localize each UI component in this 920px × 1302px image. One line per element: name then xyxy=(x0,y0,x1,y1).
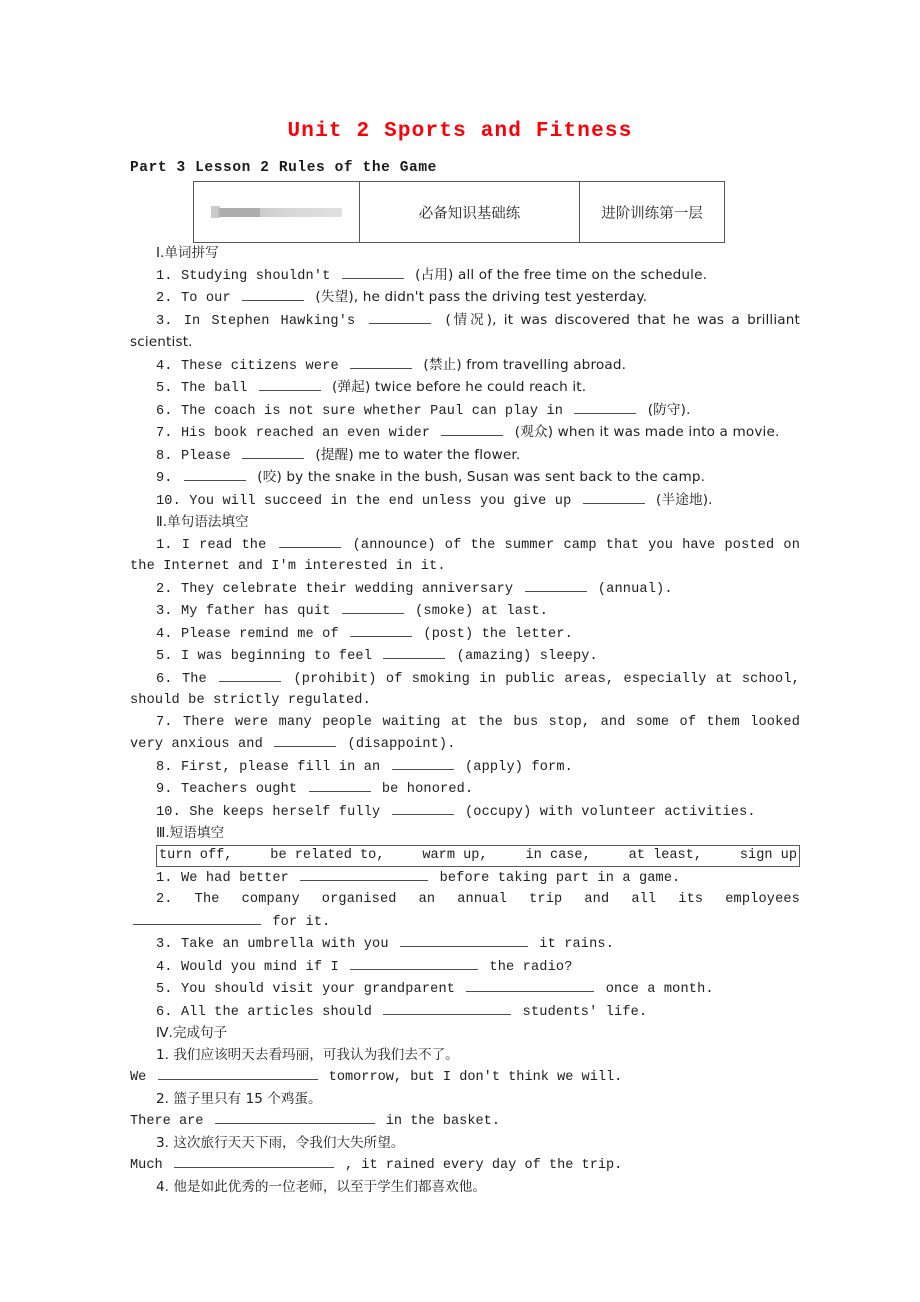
item-number: 3. xyxy=(156,937,173,952)
answer-blank[interactable] xyxy=(242,445,304,459)
exercise-item xyxy=(130,623,800,646)
answer-blank[interactable] xyxy=(259,377,321,391)
item-text-before: Would you mind if I xyxy=(180,959,339,975)
item-number: 10. xyxy=(156,493,181,509)
item-text-before: Teachers ought xyxy=(180,782,298,797)
word-bank-item: in case, xyxy=(525,847,591,863)
exercise-item xyxy=(130,265,800,288)
answer-blank[interactable] xyxy=(242,287,304,301)
item-text-after: (post) the letter. xyxy=(423,626,573,642)
section-heading-3: Ⅲ.短语填空 xyxy=(156,825,225,841)
exercise-item xyxy=(130,1001,800,1024)
item-text-after: (失望), he didn't pass the driving test yesterday. xyxy=(315,289,648,305)
item-number: 1. xyxy=(156,268,173,284)
translation-prompt xyxy=(130,1177,800,1199)
item-number: 2. xyxy=(156,581,173,597)
item-number: 5. xyxy=(156,649,173,664)
item-text-after: (咬) by the snake in the bush, Susan was sent back to the camp. xyxy=(257,469,706,485)
item-text-after: once a month. xyxy=(605,982,714,997)
item-number: 9. xyxy=(156,471,173,486)
item-text-after: (占用) all of the free time on the schedule. xyxy=(415,266,708,283)
item-number: 6. xyxy=(156,671,173,687)
section-heading-4: Ⅳ.完成句子 xyxy=(156,1025,228,1041)
exercise-item xyxy=(130,645,800,668)
answer-blank[interactable] xyxy=(400,933,528,947)
item-number: 4. xyxy=(156,1178,169,1195)
exercise-item xyxy=(130,712,800,756)
exercise-item xyxy=(130,956,800,979)
answer-blank[interactable] xyxy=(219,668,281,682)
part-lesson-subtitle: Part 3 Lesson 2 Rules of the Game xyxy=(130,160,437,176)
answer-blank[interactable] xyxy=(158,1066,318,1080)
item-text-before: You will succeed in the end unless you give up xyxy=(189,493,572,509)
answer-blank[interactable] xyxy=(383,645,445,659)
item-number: 4. xyxy=(156,358,173,374)
answer-blank[interactable] xyxy=(383,1001,511,1015)
exercise-item xyxy=(130,756,800,779)
item-text-after: (smoke) at last. xyxy=(415,604,549,619)
item-text-after: (amazing) sleepy. xyxy=(456,649,598,664)
item-text-after: in the basket. xyxy=(385,1114,500,1129)
item-text-before: Please remind me of xyxy=(180,626,339,642)
exercise-item xyxy=(130,467,800,490)
exercise-content xyxy=(130,243,800,1198)
exercise-item xyxy=(130,422,800,445)
item-number: 2. xyxy=(156,892,173,907)
item-text-before: Please xyxy=(180,448,231,464)
item-number: 4. xyxy=(156,626,173,642)
answer-blank[interactable] xyxy=(441,422,503,436)
item-text-before: In Stephen Hawking's xyxy=(183,313,356,329)
item-number: 2. xyxy=(156,291,173,306)
answer-blank[interactable] xyxy=(525,578,587,592)
item-text-before: I was beginning to feel xyxy=(180,649,373,664)
answer-blank[interactable] xyxy=(279,534,341,548)
exercise-item xyxy=(130,355,800,378)
exercise-item xyxy=(130,578,800,601)
item-number: 8. xyxy=(156,759,173,775)
answer-blank[interactable] xyxy=(369,310,431,324)
item-text-before: We xyxy=(130,1070,147,1085)
answer-blank[interactable] xyxy=(574,400,636,414)
item-text-after: students' life. xyxy=(522,1004,648,1020)
exercise-item xyxy=(130,310,800,355)
item-text-before: First, please fill in an xyxy=(180,759,381,775)
item-text-after: (apply) form. xyxy=(464,759,573,775)
item-text-after: (occupy) with volunteer activities. xyxy=(464,804,756,820)
translation-prompt xyxy=(130,1045,800,1067)
exercise-item xyxy=(130,600,800,623)
item-number: 3. xyxy=(156,604,173,619)
answer-blank[interactable] xyxy=(392,756,454,770)
item-number: 5. xyxy=(156,381,173,396)
item-text-before: His book reached an even wider xyxy=(180,426,431,441)
item-text-after: (disappoint). xyxy=(347,737,456,752)
section-heading-1: Ⅰ.单词拼写 xyxy=(156,245,219,261)
header-cell-redacted xyxy=(194,182,360,242)
answer-blank[interactable] xyxy=(583,490,645,504)
item-text-before: We had better xyxy=(180,870,289,886)
redacted-bar-icon xyxy=(218,208,342,217)
answer-blank[interactable] xyxy=(184,467,246,481)
item-text-after: (announce) of the summer camp that you have posted on the Internet and I'm interested in it. xyxy=(130,537,801,574)
item-text-before: Much xyxy=(130,1158,163,1173)
item-text-before: They celebrate their wedding anniversary xyxy=(180,581,514,597)
exercise-item xyxy=(130,668,800,712)
translation-answer-line xyxy=(130,1066,800,1089)
item-text-before: You should visit your grandparent xyxy=(180,982,456,997)
item-text-after: for it. xyxy=(272,914,331,930)
exercise-item xyxy=(130,287,800,310)
item-text-before: To our xyxy=(180,291,231,306)
exercise-item xyxy=(130,490,800,513)
chinese-sentence: 这次旅行天天下雨，令我们大失所望。 xyxy=(173,1134,405,1151)
header-cell-basic-practice: 必备知识基础练 xyxy=(360,182,580,242)
answer-blank[interactable] xyxy=(174,1154,334,1168)
item-number: 10. xyxy=(156,804,181,820)
item-text-before: Take an umbrella with you xyxy=(180,937,389,952)
item-text-before: She keeps herself fully xyxy=(189,804,381,820)
header-table xyxy=(193,181,725,243)
page-title: Unit 2 Sports and Fitness xyxy=(287,120,633,143)
item-text-after: (annual). xyxy=(597,581,673,597)
item-text-after: , it rained every day of the trip. xyxy=(344,1158,623,1173)
answer-blank[interactable] xyxy=(350,956,478,970)
section-heading-2: Ⅱ.单句语法填空 xyxy=(156,514,249,530)
item-text-before: The coach is not sure whether Paul can play in xyxy=(180,403,564,419)
item-text-before: The xyxy=(181,671,207,687)
exercise-item xyxy=(130,889,800,933)
answer-blank[interactable] xyxy=(309,778,371,792)
item-text-before: The company organised an annual trip and all its employees xyxy=(194,892,800,907)
answer-blank[interactable] xyxy=(350,355,412,369)
exercise-item xyxy=(130,534,800,578)
item-text-before: These citizens were xyxy=(180,358,339,374)
exercise-item xyxy=(130,445,800,468)
answer-blank[interactable] xyxy=(133,911,261,925)
item-text-after: (观众) when it was made into a movie. xyxy=(514,424,780,440)
translation-prompt xyxy=(130,1089,800,1111)
item-text-after: (提醒) me to water the flower. xyxy=(315,446,521,463)
item-text-after: (禁止) from travelling abroad. xyxy=(423,356,627,373)
item-text-before: There were many people waiting at the bus stop, and some of them looked very anxious and xyxy=(130,714,801,752)
answer-blank[interactable] xyxy=(466,978,594,992)
item-text-after: (prohibit) of smoking in public areas, especially at school, should be strictly regulated. xyxy=(130,671,800,708)
item-number: 3. xyxy=(156,1134,169,1151)
exercise-item xyxy=(130,933,800,956)
item-number: 7. xyxy=(156,426,173,441)
item-text-before: My father has quit xyxy=(180,604,331,619)
item-text-after: (情况), it was discovered that he was a brilliant scientist. xyxy=(130,311,801,350)
item-text-before: The ball xyxy=(180,381,248,396)
word-bank-item: sign up xyxy=(739,847,797,863)
answer-blank[interactable] xyxy=(300,867,428,881)
item-text-after: (半途地). xyxy=(656,491,713,508)
item-number: 6. xyxy=(156,1004,173,1020)
chinese-sentence: 我们应该明天去看玛丽，可我认为我们去不了。 xyxy=(173,1046,459,1063)
exercise-item xyxy=(130,801,800,824)
exercise-item xyxy=(130,978,800,1001)
item-number: 2. xyxy=(156,1090,169,1107)
answer-blank[interactable] xyxy=(342,600,404,614)
chinese-sentence: 篮子里只有 15 个鸡蛋。 xyxy=(173,1090,322,1107)
exercise-item xyxy=(130,867,800,890)
exercise-item xyxy=(130,377,800,400)
item-number: 1. xyxy=(156,537,173,553)
exercise-item xyxy=(130,778,800,801)
item-text-after: (弹起) twice before he could reach it. xyxy=(332,379,587,395)
exercise-item xyxy=(130,400,800,423)
item-number: 4. xyxy=(156,959,173,975)
word-bank-item: warm up, xyxy=(422,847,488,863)
item-text-after: it rains. xyxy=(539,937,615,952)
item-text-before: I read the xyxy=(181,537,267,553)
answer-blank[interactable] xyxy=(274,733,336,747)
item-number: 8. xyxy=(156,448,173,464)
chinese-sentence: 他是如此优秀的一位老师，以至于学生们都喜欢他。 xyxy=(173,1178,486,1195)
translation-prompt xyxy=(130,1133,800,1155)
translation-answer-line xyxy=(130,1110,800,1133)
header-cell-level-one: 进阶训练第一层 xyxy=(601,205,703,222)
item-number: 1. xyxy=(156,1046,169,1063)
item-text-before: All the articles should xyxy=(180,1004,373,1020)
item-text-after: tomorrow, but I don't think we will. xyxy=(328,1070,623,1085)
word-bank-item: be related to, xyxy=(270,847,385,863)
item-number: 9. xyxy=(156,782,173,797)
item-text-after: be honored. xyxy=(381,782,474,797)
translation-answer-line xyxy=(130,1154,800,1177)
item-text-before: There are xyxy=(130,1114,204,1129)
item-number: 7. xyxy=(156,714,173,730)
item-number: 3. xyxy=(156,313,173,329)
answer-blank[interactable] xyxy=(342,265,404,279)
answer-blank[interactable] xyxy=(392,801,454,815)
word-bank-item: at least, xyxy=(628,847,703,863)
word-bank-box xyxy=(156,845,800,867)
item-text-after: (防守). xyxy=(647,401,691,418)
item-text-after: the radio? xyxy=(489,959,573,975)
word-bank-item: turn off, xyxy=(159,847,233,863)
answer-blank[interactable] xyxy=(350,623,412,637)
item-number: 6. xyxy=(156,403,173,419)
item-text-before: Studying shouldn't xyxy=(180,268,331,284)
answer-blank[interactable] xyxy=(215,1110,375,1124)
item-number: 1. xyxy=(156,870,173,886)
item-text-after: before taking part in a game. xyxy=(439,870,681,886)
item-number: 5. xyxy=(156,982,173,997)
